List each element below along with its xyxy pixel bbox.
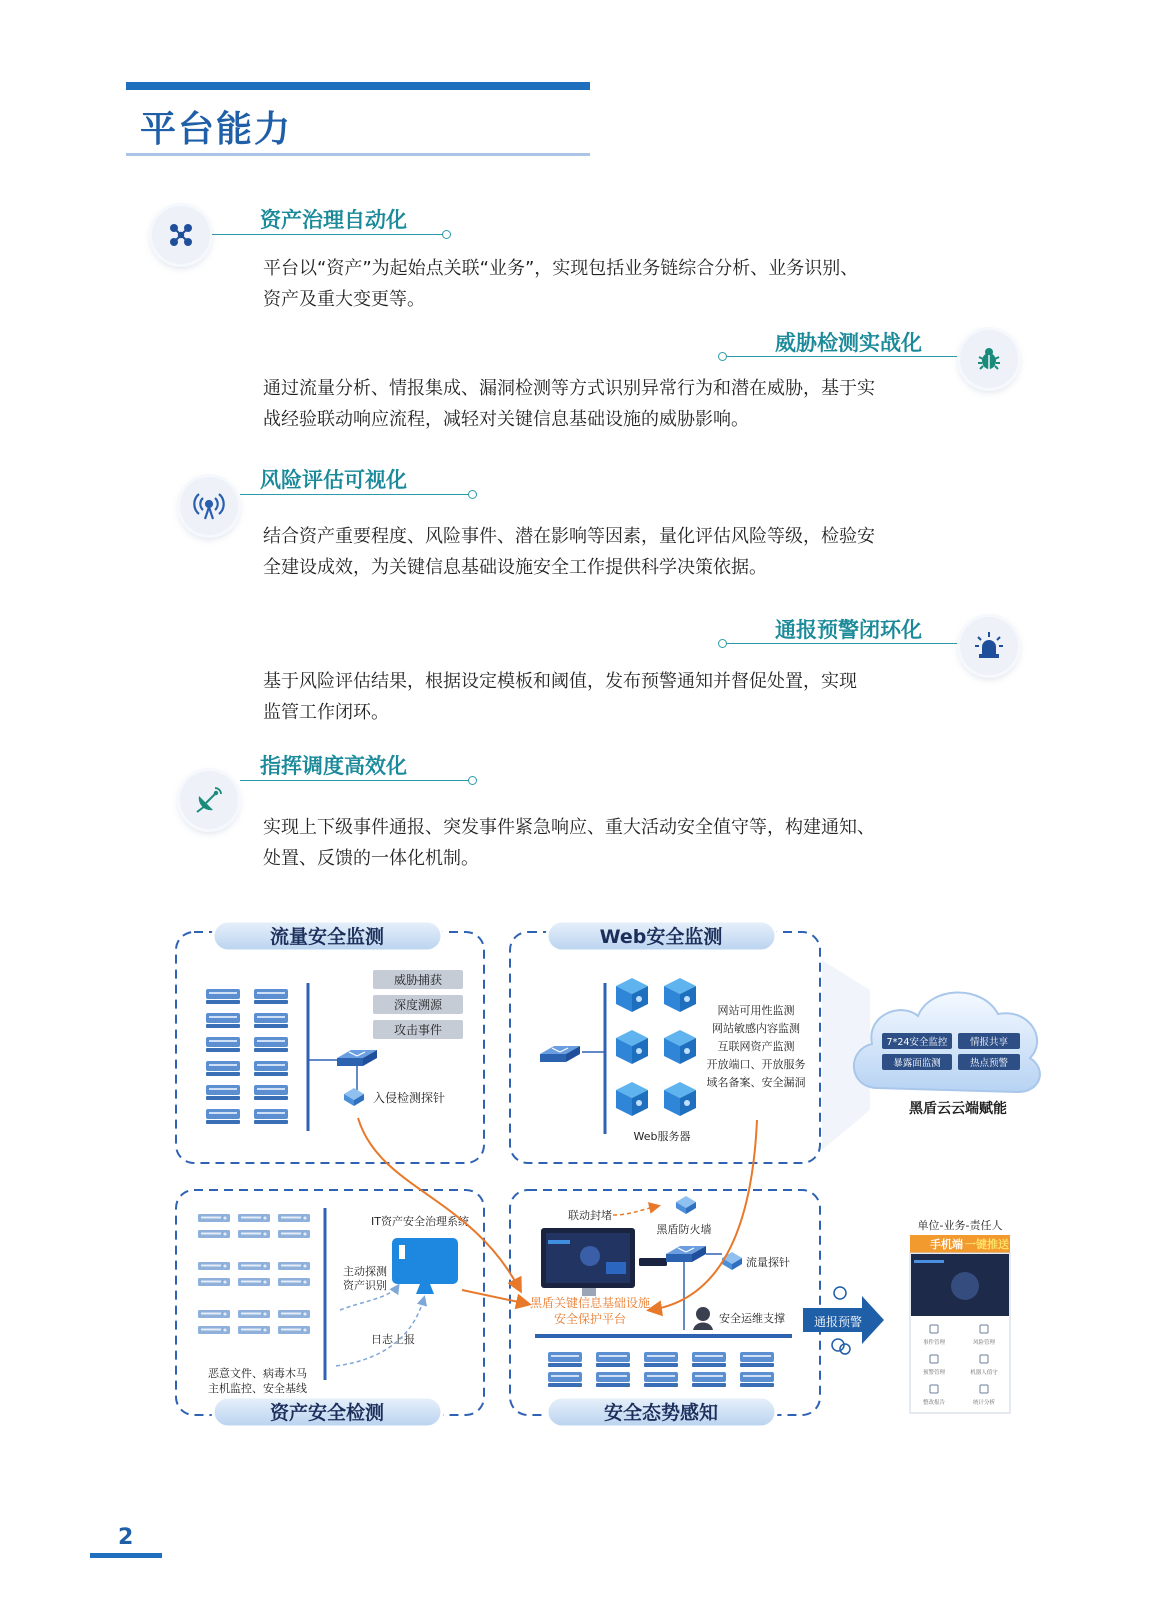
- body-line: 通过流量分析、情报集成、漏洞检测等方式识别异常行为和潜在威胁，基于实: [263, 378, 875, 399]
- cloud-tag: 情报共享: [969, 1037, 1009, 1048]
- mobile-menu-item: 风险管理: [972, 1340, 996, 1346]
- body-line: 战经验联动响应流程，减轻对关键信息基础设施的威胁影响。: [263, 409, 749, 430]
- situation-title: 安全态势感知: [603, 1402, 719, 1424]
- section-title: 资产治理自动化: [260, 208, 407, 232]
- switch-icon: [337, 1050, 377, 1066]
- mobile-menu-item: 统计分析: [972, 1400, 996, 1406]
- web-item: 开放端口、开放服务: [706, 1058, 806, 1071]
- device-icon: [639, 1258, 667, 1266]
- body-line: 基于风险评估结果，根据设定模板和阈值，发布预警通知并督促处置，实现: [263, 671, 857, 692]
- body-line: 监管工作闭环。: [263, 702, 389, 723]
- switch-icon: [540, 1046, 580, 1062]
- mobile-banner-prefix: 手机端: [930, 1238, 963, 1251]
- traffic-tag: 攻击事件: [393, 1023, 443, 1037]
- bottom-racks: [548, 1352, 774, 1387]
- asset-log: 日志上报: [371, 1333, 415, 1346]
- body-line: 处置、反馈的一体化机制。: [263, 848, 479, 869]
- web-server-label: Web服务器: [633, 1130, 691, 1143]
- page-title: 平台能力: [140, 109, 293, 150]
- ops-icon: [696, 1307, 710, 1321]
- monitor-icon: [392, 1238, 458, 1294]
- flow-probe-label: 流量探针: [746, 1256, 790, 1269]
- web-item: 域名备案、安全漏洞: [706, 1076, 806, 1089]
- platform-label: 安全保护平台: [553, 1312, 627, 1326]
- cloud-tag: 热点预警: [969, 1058, 1009, 1069]
- asset-system-label: IT资产安全治理系统: [371, 1215, 469, 1228]
- body-line: 资产及重大变更等。: [263, 289, 425, 310]
- body-line: 平台以“资产”为起始点关联“业务”，实现包括业务链综合分析、业务识别、: [263, 258, 859, 279]
- cloud-tag: 暴露面监测: [893, 1058, 941, 1069]
- traffic-tag: 威胁捕获: [393, 973, 443, 987]
- flow-arrow: [462, 1290, 528, 1304]
- body-line: 实现上下级事件通报、突发事件紧急响应、重大活动安全值守等，构建通知、: [263, 817, 875, 838]
- probe-icon: [344, 1088, 364, 1106]
- asset-checks: 恶意文件、病毒木马: [208, 1367, 307, 1380]
- dashboard-icon: [541, 1228, 635, 1296]
- traffic-panel: [176, 932, 484, 1163]
- page-number: 2: [118, 1525, 134, 1550]
- mobile-menu-item: 预警管理: [922, 1370, 946, 1376]
- asset-checks: 主机监控、安全基线: [208, 1382, 307, 1395]
- flow-probe-icon: [722, 1252, 742, 1270]
- asset-probe: 资产识别: [343, 1279, 387, 1292]
- page-number-bar: [90, 1553, 162, 1558]
- ops-label: 安全运维支撑: [719, 1312, 785, 1325]
- web-servers: [616, 978, 696, 1116]
- body-line: 结合资产重要程度、风险事件、潜在影响等因素，量化评估风险等级，检验安: [263, 526, 875, 547]
- mobile-banner-highlight: 一键推送: [965, 1238, 1009, 1251]
- probe-label: 入侵检测探针: [373, 1091, 446, 1105]
- mobile-menu-item: 事件管理: [922, 1340, 946, 1346]
- switch-icon: [666, 1246, 706, 1262]
- cloud-tag: 7*24安全监控: [886, 1037, 948, 1048]
- asset-servers: [198, 1214, 310, 1334]
- web-title: Web安全监测: [599, 926, 723, 948]
- section-title: 风险评估可视化: [260, 468, 407, 492]
- asset-probe: 主动探测: [343, 1265, 387, 1278]
- mobile-header: 单位-业务-责任人: [917, 1219, 1003, 1232]
- section-title: 通报预警闭环化: [775, 618, 922, 642]
- mobile-menu-item: 机器人值守: [970, 1370, 998, 1376]
- body-line: 全建设成效，为关键信息基础设施安全工作提供科学决策依据。: [263, 557, 767, 578]
- firewall-icon: [676, 1196, 696, 1214]
- traffic-tag: 深度溯源: [393, 998, 443, 1012]
- flow-arrow: [650, 1120, 757, 1310]
- web-item: 网站可用性监测: [717, 1004, 795, 1017]
- web-item: 互联网资产监测: [717, 1040, 795, 1053]
- mobile-menu-item: 整改报告: [922, 1400, 946, 1406]
- traffic-racks: [206, 989, 288, 1124]
- block-label: 联动封堵: [568, 1209, 612, 1222]
- asset-title: 资产安全检测: [269, 1402, 385, 1424]
- firewall-label: 黑盾防火墙: [656, 1223, 712, 1236]
- section-title: 威胁检测实战化: [775, 331, 922, 355]
- cloud-caption: 黑盾云云端赋能: [909, 1101, 1007, 1117]
- alert-label: 通报预警: [813, 1315, 863, 1329]
- section-title: 指挥调度高效化: [260, 754, 407, 778]
- web-item: 网站敏感内容监测: [712, 1022, 800, 1035]
- platform-label: 黑盾关键信息基础设施: [529, 1296, 651, 1310]
- traffic-title: 流量安全监测: [269, 926, 385, 948]
